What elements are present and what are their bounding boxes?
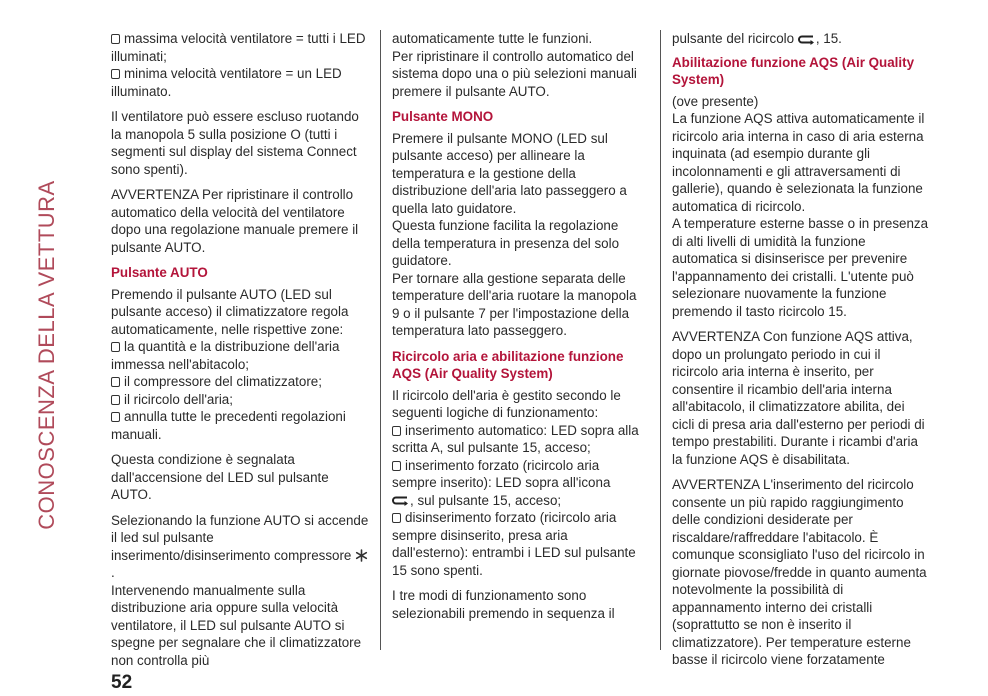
text-column-1 [111, 30, 369, 669]
checkbox-bullet-icon [111, 377, 120, 387]
paragraph: I tre modi di funzionamento sono selezionabili premendo in sequenza il [392, 588, 615, 621]
list-item: inserimento automatico: LED sopra alla scritta A, sul pulsante 15, acceso; [392, 422, 639, 455]
warning-paragraph: AVVERTENZA Con funzione AQS attiva, dopo un prolungato periodo in cui il ricircolo aria interna è inserito, per consentire il ricambio dell'aria interna all'abitacolo, il climatizzatore abilita, dei cicli di presa aria dall'esterno per periodi di tempo prestabiliti. Durante i ricambi d'aria la funzione AQS è disabilitata. [672, 329, 925, 467]
paragraph: pulsante del ricircolo , 15. [672, 31, 842, 46]
paragraph: La funzione AQS attiva automaticamente il ricircolo aria interna in caso di aria esterna inquinata (ad esempio durante gli incolonnamenti e gli attraversamenti di gallerie), quando è selezionata la funzione automatica di ricircolo. [672, 111, 925, 214]
paragraph: Per ripristinare il controllo automatico del sistema dopo una o più selezioni manuali premere il pulsante AUTO. [392, 48, 637, 99]
paragraph: A temperature esterne basse o in presenza di alti livelli di umidità la funzione automatica si disinserisce per prevenire l'appannamento dei cristalli. L'utente può selezionare nuovamente la funzione premendo il tasto ricircolo 15. [672, 216, 929, 319]
paragraph: Premere il pulsante MONO (LED sul pulsante acceso) per allineare la temperatura e la gestione della distribuzione dell'aria lato passeggero a quella lato guidatore. [392, 130, 627, 216]
checkbox-bullet-icon [111, 395, 120, 405]
list-item: il compressore del climatizzatore; [111, 373, 369, 391]
paragraph: Premendo il pulsante AUTO (LED sul pulsante acceso) il climatizzatore regola automaticamente, nelle rispettive zone: [111, 286, 349, 337]
page-number: 52 [111, 672, 133, 693]
paragraph: Selezionando la funzione AUTO si accende il led sul pulsante inserimento/disinserimento compressore . [111, 512, 369, 580]
paragraph: Il ventilatore può essere escluso ruotando la manopola 5 sulla posizione O (tutti i segmenti sul display del sistema Connect sono spenti). [111, 109, 359, 177]
checkbox-bullet-icon [392, 461, 401, 471]
list-item: massima velocità ventilatore = tutti i LED illuminati; [111, 31, 366, 64]
column-divider [660, 30, 661, 650]
list-item: annulla tutte le precedenti regolazioni manuali. [111, 409, 346, 442]
recirculation-icon [798, 34, 816, 45]
text-column-3 [672, 30, 930, 669]
snowflake-icon [355, 549, 368, 562]
text-column-2 [392, 30, 642, 622]
checkbox-bullet-icon [111, 412, 120, 422]
paragraph: Questa condizione è segnalata dall'accensione del LED sul pulsante AUTO. [111, 452, 329, 502]
paragraph: Questa funzione facilita la regolazione della temperatura in presenza del solo guidatore. [392, 218, 620, 268]
section-heading: Ricircolo aria e abilitazione funzione AQS (Air Quality System) [392, 348, 624, 381]
checkbox-bullet-icon [111, 342, 120, 352]
section-heading: Abilitazione funzione AQS (Air Quality System) [672, 54, 915, 87]
section-heading: Pulsante MONO [392, 109, 494, 124]
checkbox-bullet-icon [392, 426, 401, 436]
paragraph: Intervenendo manualmente sulla distribuzione aria oppure sulla velocità ventilatore, il LED sul pulsante AUTO si spegne per segnalare che il climatizzatore non controlla più [111, 582, 362, 668]
list-item: minima velocità ventilatore = un LED illuminato. [111, 66, 342, 99]
paragraph: (ove presente) [672, 93, 759, 109]
checkbox-bullet-icon [392, 513, 401, 523]
warning-paragraph: AVVERTENZA Per ripristinare il controllo automatico della velocità del ventilatore dopo una regolazione manuale premere il pulsante AUTO. [111, 187, 359, 255]
warning-paragraph: AVVERTENZA L'inserimento del ricircolo consente un più rapido raggiungimento delle condizioni desiderate per riscaldare/raffreddare l'abitacolo. È comunque sconsigliato l'uso del ricircolo in giornate piovose/fredde in quanto aumenta notevolmente la possibilità di appannamento interno dei cristalli (soprattutto se non è inserito il climatizzatore). Per temperature esterne basse il ricircolo viene forzatamente [672, 477, 927, 667]
list-item: la quantità e la distribuzione dell'aria immessa nell'abitacolo; [111, 339, 340, 372]
checkbox-bullet-icon [111, 69, 120, 79]
list-item: inserimento forzato (ricircolo aria sempre inserito): LED sopra all'icona , sul pulsante 15, acceso; [392, 457, 611, 508]
list-item: disinserimento forzato (ricircolo aria sempre disinserito, presa aria dall'esterno): entrambi i LED sul pulsante 15 sono spenti. [392, 510, 636, 578]
section-heading: Pulsante AUTO [111, 265, 208, 280]
checkbox-bullet-icon [111, 34, 120, 44]
list-item: il ricircolo dell'aria; [111, 391, 369, 409]
paragraph: Il ricircolo dell'aria è gestito secondo le seguenti logiche di funzionamento: [392, 387, 621, 420]
column-divider [380, 30, 381, 650]
recirculation-icon [392, 495, 410, 506]
paragraph: automaticamente tutte le funzioni. [392, 31, 593, 46]
paragraph: Per tornare alla gestione separata delle temperature dell'aria ruotare la manopola 9 o il pulsante 7 per l'impostazione della temperatura lato passeggero. [392, 270, 637, 338]
